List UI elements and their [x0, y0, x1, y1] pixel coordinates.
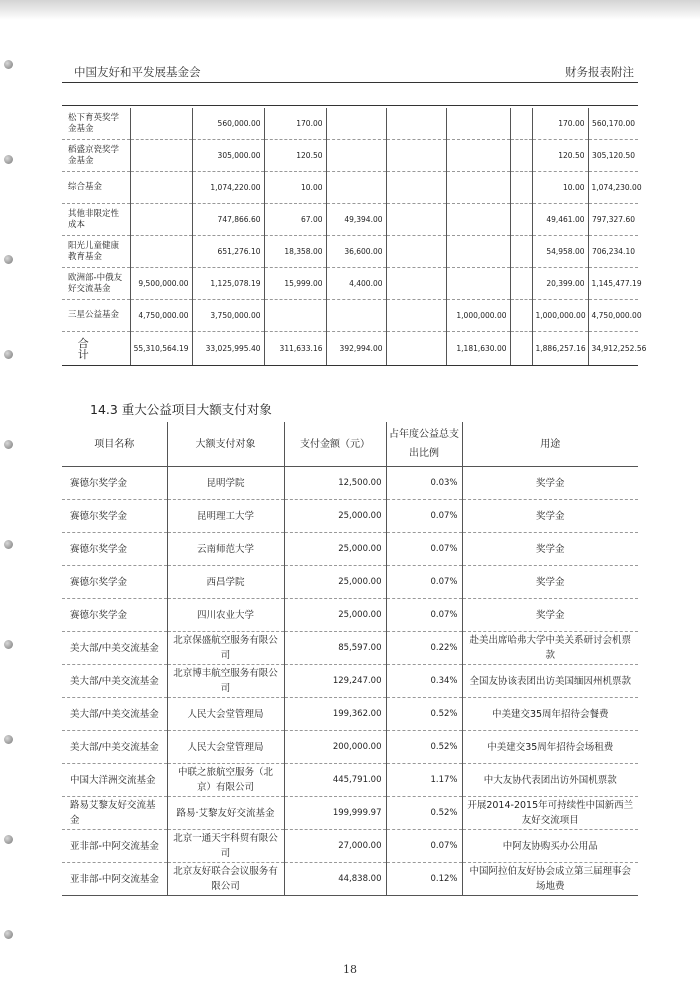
table-row	[62, 764, 638, 797]
project-cell: 美大部/中美交流基金	[62, 632, 167, 665]
project-cell: 中国大洋洲交流基金	[62, 764, 167, 797]
project-cell: 美大部/中美交流基金	[62, 665, 167, 698]
ratio-cell: 0.07%	[386, 533, 462, 566]
table-row	[62, 300, 638, 332]
col-header-purpose: 用途	[462, 422, 638, 467]
purpose-cell: 中美建交35周年招待会餐费	[462, 698, 638, 731]
payee-cell: 人民大会堂管理局	[167, 698, 284, 731]
table-cell: 170.00	[532, 108, 588, 140]
table-cell	[130, 140, 192, 172]
table-cell	[510, 332, 532, 366]
ratio-cell: 0.12%	[386, 863, 462, 896]
table-cell: 54,958.00	[532, 236, 588, 268]
table-cell: 36,600.00	[326, 236, 386, 268]
doc-title: 财务报表附注	[565, 65, 634, 79]
row-label: 综合基金	[62, 172, 130, 204]
table-cell: 49,394.00	[326, 204, 386, 236]
table-cell: 1,181,630.00	[446, 332, 510, 366]
table-row	[62, 830, 638, 863]
col-header-amount: 支付金额（元）	[284, 422, 386, 467]
table-cell: 10.00	[532, 172, 588, 204]
table-cell: 20,399.00	[532, 268, 588, 300]
table-cell: 1,125,078.19	[192, 268, 264, 300]
table-cell: 1,074,220.00	[192, 172, 264, 204]
table-cell	[510, 172, 532, 204]
purpose-cell: 全国友协该表团出访美国缅因州机票款	[462, 665, 638, 698]
table-cell: 34,912,252.56	[588, 332, 638, 366]
punch-hole-icon	[4, 60, 13, 69]
punch-hole-icon	[4, 440, 13, 449]
table-cell: 33,025,995.40	[192, 332, 264, 366]
table-row	[62, 467, 638, 500]
table-cell	[130, 236, 192, 268]
purpose-cell: 开展2014-2015年可持续性中国新西兰友好交流项目	[462, 797, 638, 830]
ratio-cell: 0.52%	[386, 797, 462, 830]
table-header-row	[62, 422, 638, 467]
table-row	[62, 566, 638, 599]
project-cell: 赛德尔奖学金	[62, 566, 167, 599]
table-cell: 1,145,477.19	[588, 268, 638, 300]
table-cell	[386, 108, 446, 140]
table-cell: 651,276.10	[192, 236, 264, 268]
amount-cell: 25,000.00	[284, 500, 386, 533]
row-label: 松下育英奖学金基金	[62, 108, 130, 140]
table-cell: 49,461.00	[532, 204, 588, 236]
row-label: 其他非限定性成本	[62, 204, 130, 236]
table-cell	[446, 172, 510, 204]
table-cell: 1,000,000.00	[446, 300, 510, 332]
table-row	[62, 172, 638, 204]
col-header-payee: 大额支付对象	[167, 422, 284, 467]
amount-cell: 27,000.00	[284, 830, 386, 863]
payee-cell: 北京一通天宇科贸有限公司	[167, 830, 284, 863]
table-cell: 747,866.60	[192, 204, 264, 236]
table-row	[62, 500, 638, 533]
purpose-cell: 奖学金	[462, 500, 638, 533]
table-cell	[446, 108, 510, 140]
table-row	[62, 698, 638, 731]
table-cell: 170.00	[264, 108, 326, 140]
amount-cell: 85,597.00	[284, 632, 386, 665]
punch-hole-icon	[4, 735, 13, 744]
punch-hole-icon	[4, 255, 13, 264]
punch-hole-icon	[4, 835, 13, 844]
col-header-project: 项目名称	[62, 422, 167, 467]
amount-cell: 25,000.00	[284, 599, 386, 632]
table-cell	[386, 204, 446, 236]
payee-cell: 昆明理工大学	[167, 500, 284, 533]
payee-cell: 中联之旅航空服务（北京）有限公司	[167, 764, 284, 797]
table-cell	[386, 140, 446, 172]
table-cell: 560,000.00	[192, 108, 264, 140]
project-cell: 赛德尔奖学金	[62, 467, 167, 500]
org-name: 中国友好和平发展基金会	[74, 65, 201, 79]
table-row	[62, 236, 638, 268]
table-cell	[446, 236, 510, 268]
table-cell: 67.00	[264, 204, 326, 236]
table-top-border	[62, 105, 638, 106]
table-cell	[326, 172, 386, 204]
table-row	[62, 863, 638, 896]
table-cell: 1,886,257.16	[532, 332, 588, 366]
purpose-cell: 赴美出席哈弗大学中美关系研讨会机票款	[462, 632, 638, 665]
table-cell: 120.50	[264, 140, 326, 172]
table-cell: 120.50	[532, 140, 588, 172]
table-cell	[386, 172, 446, 204]
table-cell: 706,234.10	[588, 236, 638, 268]
amount-cell: 12,500.00	[284, 467, 386, 500]
payee-cell: 北京友好联合会议服务有限公司	[167, 863, 284, 896]
purpose-cell: 奖学金	[462, 533, 638, 566]
table-row	[62, 797, 638, 830]
ratio-cell: 0.52%	[386, 698, 462, 731]
table-row	[62, 632, 638, 665]
total-row	[62, 332, 638, 366]
table-cell: 4,750,000.00	[130, 300, 192, 332]
purpose-cell: 中美建交35周年招待会场租费	[462, 731, 638, 764]
table-row	[62, 665, 638, 698]
project-cell: 赛德尔奖学金	[62, 533, 167, 566]
row-label: 三星公益基金	[62, 300, 130, 332]
project-cell: 路易艾黎友好交流基金	[62, 797, 167, 830]
ratio-cell: 0.52%	[386, 731, 462, 764]
table-cell: 55,310,564.19	[130, 332, 192, 366]
payee-cell: 北京博丰航空服务有限公司	[167, 665, 284, 698]
page-number: 18	[343, 963, 357, 976]
table-cell	[446, 140, 510, 172]
table-row	[62, 533, 638, 566]
table-cell	[326, 140, 386, 172]
table-row	[62, 108, 638, 140]
amount-cell: 199,362.00	[284, 698, 386, 731]
payee-cell: 路易·艾黎友好交流基金	[167, 797, 284, 830]
punch-hole-icon	[4, 930, 13, 939]
large-payment-table	[62, 422, 638, 896]
row-label: 稻盛京瓷奖学金基金	[62, 140, 130, 172]
payee-cell: 昆明学院	[167, 467, 284, 500]
purpose-cell: 奖学金	[462, 566, 638, 599]
project-cell: 美大部/中美交流基金	[62, 698, 167, 731]
table-row	[62, 140, 638, 172]
purpose-cell: 中大友协代表团出访外国机票款	[462, 764, 638, 797]
ratio-cell: 0.34%	[386, 665, 462, 698]
purpose-cell: 奖学金	[462, 467, 638, 500]
table-cell	[130, 172, 192, 204]
table-cell	[130, 108, 192, 140]
amount-cell: 129,247.00	[284, 665, 386, 698]
table-cell	[264, 300, 326, 332]
payee-cell: 四川农业大学	[167, 599, 284, 632]
table-cell: 797,327.60	[588, 204, 638, 236]
project-cell: 赛德尔奖学金	[62, 599, 167, 632]
punch-hole-icon	[4, 155, 13, 164]
table-cell	[386, 300, 446, 332]
project-cell: 美大部/中美交流基金	[62, 731, 167, 764]
table-cell: 392,994.00	[326, 332, 386, 366]
purpose-cell: 中阿友协购买办公用品	[462, 830, 638, 863]
table-cell	[386, 332, 446, 366]
table-cell	[510, 236, 532, 268]
table-cell	[326, 108, 386, 140]
purpose-cell: 中国阿拉伯友好协会成立第三届理事会场地费	[462, 863, 638, 896]
table-cell: 4,750,000.00	[588, 300, 638, 332]
purpose-cell: 奖学金	[462, 599, 638, 632]
table-cell: 1,074,230.00	[588, 172, 638, 204]
ratio-cell: 0.22%	[386, 632, 462, 665]
table-cell	[510, 268, 532, 300]
ratio-cell: 0.07%	[386, 566, 462, 599]
table-cell	[510, 300, 532, 332]
table-cell: 1,000,000.00	[532, 300, 588, 332]
payee-cell: 云南师范大学	[167, 533, 284, 566]
table-cell	[510, 204, 532, 236]
payee-cell: 西昌学院	[167, 566, 284, 599]
table-row	[62, 204, 638, 236]
table-cell	[446, 204, 510, 236]
ratio-cell: 0.03%	[386, 467, 462, 500]
ratio-cell: 0.07%	[386, 500, 462, 533]
table-cell: 305,000.00	[192, 140, 264, 172]
project-cell: 亚非部-中阿交流基金	[62, 830, 167, 863]
ratio-cell: 0.07%	[386, 830, 462, 863]
table-cell	[130, 204, 192, 236]
ratio-cell: 0.07%	[386, 599, 462, 632]
table-cell: 10.00	[264, 172, 326, 204]
table-cell	[326, 300, 386, 332]
project-cell: 亚非部-中阿交流基金	[62, 863, 167, 896]
punch-hole-icon	[4, 640, 13, 649]
punch-hole-icon	[4, 350, 13, 359]
scan-top-edge	[0, 0, 700, 20]
fund-balance-table	[62, 108, 647, 366]
row-label: 合 计	[62, 332, 130, 366]
table-row	[62, 731, 638, 764]
amount-cell: 44,838.00	[284, 863, 386, 896]
table-cell	[446, 268, 510, 300]
table-cell: 3,750,000.00	[192, 300, 264, 332]
row-label: 欧洲部-中俄友好交流基金	[62, 268, 130, 300]
table-cell: 18,358.00	[264, 236, 326, 268]
table-cell	[386, 236, 446, 268]
table-cell	[386, 268, 446, 300]
table-cell	[510, 140, 532, 172]
table-cell: 4,400.00	[326, 268, 386, 300]
amount-cell: 445,791.00	[284, 764, 386, 797]
amount-cell: 200,000.00	[284, 731, 386, 764]
col-header-ratio: 占年度公益总支出比例	[386, 422, 462, 467]
punch-hole-icon	[4, 540, 13, 549]
table-row	[62, 599, 638, 632]
ratio-cell: 1.17%	[386, 764, 462, 797]
amount-cell: 199,999.97	[284, 797, 386, 830]
row-label: 阳光儿童健康教育基金	[62, 236, 130, 268]
payee-cell: 北京保盛航空服务有限公司	[167, 632, 284, 665]
page-header	[62, 60, 638, 83]
table-row	[62, 268, 638, 300]
section-title: 14.3 重大公益项目大额支付对象	[90, 402, 272, 417]
table-cell: 15,999.00	[264, 268, 326, 300]
payee-cell: 人民大会堂管理局	[167, 731, 284, 764]
amount-cell: 25,000.00	[284, 566, 386, 599]
project-cell: 赛德尔奖学金	[62, 500, 167, 533]
table-cell: 9,500,000.00	[130, 268, 192, 300]
table-cell	[510, 108, 532, 140]
table-cell: 560,170.00	[588, 108, 638, 140]
amount-cell: 25,000.00	[284, 533, 386, 566]
table-cell: 305,120.50	[588, 140, 638, 172]
table-cell: 311,633.16	[264, 332, 326, 366]
